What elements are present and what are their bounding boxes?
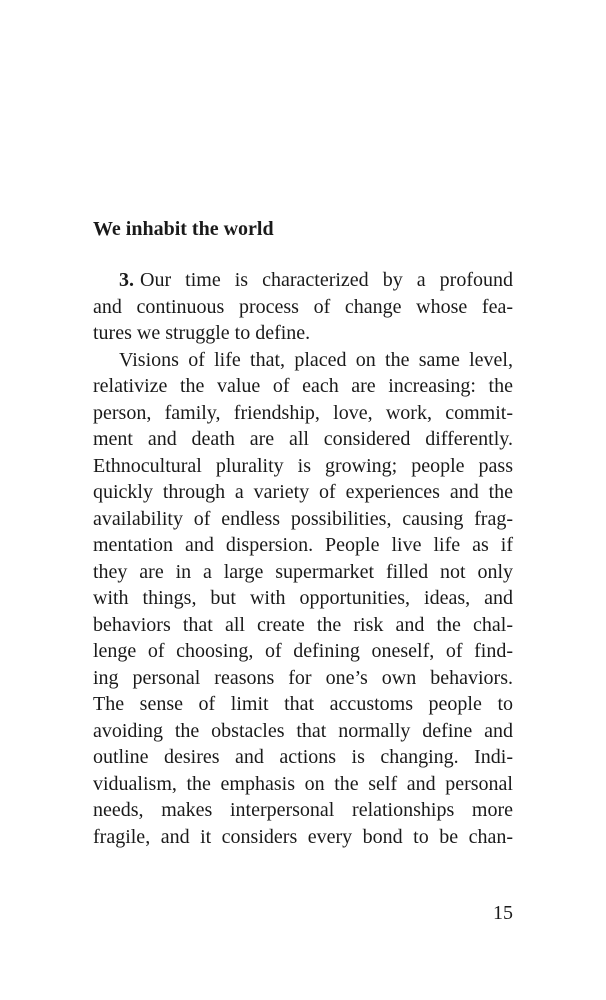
text-line [93, 426, 513, 453]
line-text: Visions of life that, placed on the same level, [119, 348, 513, 371]
line-text: fragile, and it considers every bond to be chan- [93, 825, 513, 848]
page-number: 15 [493, 902, 513, 924]
text-line [93, 559, 513, 586]
text-line [93, 294, 513, 321]
text-line [93, 532, 513, 559]
line-text: tures we struggle to define. [93, 322, 311, 344]
text-line [93, 771, 513, 798]
line-text: outline desires and actions is changing. Indi- [93, 746, 513, 768]
paragraph [93, 267, 513, 347]
line-text: avoiding the obstacles that normally define and [93, 719, 513, 742]
line-text: lenge of choosing, of defining oneself, of find- [93, 640, 513, 662]
body-text [93, 267, 513, 850]
text-line [93, 347, 513, 374]
text-line [93, 400, 513, 427]
text-line [93, 665, 513, 692]
line-text: and continuous process of change whose fea- [93, 295, 513, 318]
line-text: needs, makes interpersonal relationships more [93, 799, 513, 821]
text-line [93, 612, 513, 639]
text-line [93, 691, 513, 718]
line-text: availability of endless possibilities, causing frag- [93, 507, 513, 530]
text-line [93, 797, 513, 824]
line-text: vidualism, the emphasis on the self and personal [93, 772, 513, 795]
line-text: The sense of limit that accustoms people to [93, 693, 513, 715]
line-text: behaviors that all create the risk and the chal- [93, 613, 513, 636]
line-text: ment and death are all considered differently. [93, 428, 513, 450]
line-text: mentation and dispersion. People live life as if [93, 534, 513, 556]
text-line [93, 267, 513, 294]
line-text: with things, but with opportunities, ideas, and [93, 587, 513, 609]
line-text: they are in a large supermarket filled not only [93, 560, 513, 583]
text-line [93, 373, 513, 400]
section-heading: We inhabit the world [93, 218, 274, 240]
text-line [93, 506, 513, 533]
text-line [93, 320, 513, 347]
text-line [93, 744, 513, 771]
paragraph-number: 3. [119, 269, 134, 291]
text-line [93, 585, 513, 612]
line-text: Ethnocultural plurality is growing; people pass [93, 454, 513, 477]
text-line [93, 638, 513, 665]
line-text: person, family, friendship, love, work, commit- [93, 401, 513, 424]
line-text: ing personal reasons for one’s own behaviors. [93, 666, 513, 689]
line-text: quickly through a variety of experiences and the [93, 481, 513, 503]
text-line [93, 824, 513, 851]
line-text: relativize the value of each are increasing: the [93, 375, 513, 397]
paragraph [93, 347, 513, 851]
text-line [93, 479, 513, 506]
line-text: Our time is characterized by a profound [140, 269, 513, 291]
text-line [93, 718, 513, 745]
text-line [93, 453, 513, 480]
